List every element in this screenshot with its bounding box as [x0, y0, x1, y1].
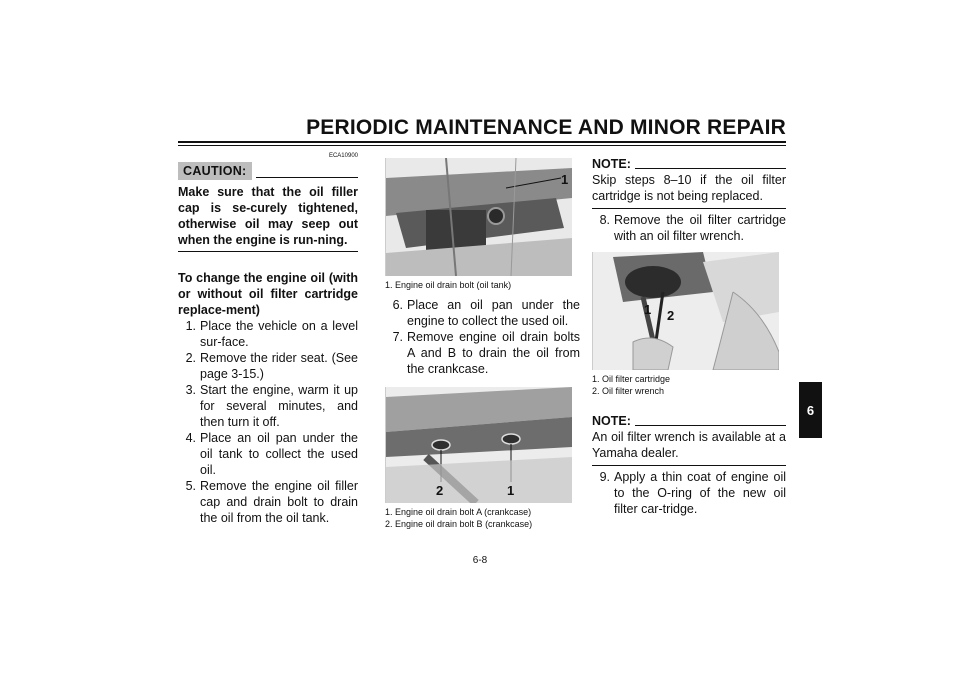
figure-caption: 2. Oil filter wrench — [592, 386, 665, 396]
page-number: 6-8 — [472, 555, 488, 566]
caution-rule — [256, 177, 358, 178]
caution-label: CAUTION: — [178, 162, 252, 180]
step-number: 4. — [185, 431, 196, 445]
figure-caption: 2. Engine oil drain bolt B (crankcase) — [385, 519, 533, 529]
note-header — [592, 413, 786, 429]
chapter-tab: 6 — [799, 382, 822, 438]
callout-2: 2 — [667, 308, 675, 323]
column-middle — [385, 158, 580, 530]
figure-crankcase-drain — [385, 387, 572, 503]
header-rule-thin — [178, 145, 786, 146]
procedure-title: To change the engine oil (with or without oil filter cartridge replace-ment) — [178, 271, 358, 317]
caution-header — [178, 162, 358, 180]
column-right — [592, 156, 786, 517]
header-rule — [178, 141, 786, 143]
steps-list-left — [178, 318, 358, 526]
steps-list-right-2 — [592, 469, 786, 517]
step-number: 8. — [599, 213, 610, 227]
step-text: Remove the engine oil filler cap and drain bolt to drain the oil from the oil tank. — [200, 479, 358, 525]
step-item — [178, 350, 358, 382]
figure-caption: 1. Engine oil drain bolt A (crankcase) — [385, 507, 532, 517]
step-text: Remove the oil filter cartridge with an oil filter wrench. — [614, 213, 786, 243]
note-rule — [635, 425, 786, 426]
figure-oil-tank-drain — [385, 158, 572, 276]
steps-list-middle — [385, 297, 580, 377]
callout-2: 2 — [436, 483, 444, 498]
step-item — [178, 478, 358, 526]
figure-caption: 1. Engine oil drain bolt (oil tank) — [385, 280, 512, 290]
step-number: 6. — [392, 298, 403, 312]
step-item — [178, 430, 358, 478]
step-text: Place an oil pan under the engine to collect the used oil. — [407, 298, 580, 328]
step-number: 2. — [185, 351, 196, 365]
step-item — [385, 329, 580, 377]
oil-tank-photo — [386, 158, 572, 276]
step-number: 3. — [185, 383, 196, 397]
callout-1: 1 — [561, 172, 569, 187]
oil-filter-photo — [593, 252, 779, 370]
note-label: NOTE: — [592, 414, 631, 428]
column-left — [178, 150, 358, 526]
step-text: Apply a thin coat of engine oil to the O-ring of the new oil filter car-tridge. — [614, 470, 786, 516]
figure-caption: 1. Oil filter cartridge — [592, 374, 671, 384]
step-number: 1. — [185, 319, 196, 333]
step-number: 5. — [185, 479, 196, 493]
step-text: Remove the rider seat. (See page 3-15.) — [200, 351, 358, 381]
note-rule — [635, 168, 786, 169]
caution-text: Make sure that the oil filler cap is se-curely tightened, otherwise oil may seep out when the engine is run-ning. — [178, 184, 358, 252]
step-item — [178, 382, 358, 430]
page-title: PERIODIC MAINTENANCE AND MINOR REPAIR — [306, 116, 786, 139]
step-text: Place the vehicle on a level sur-face. — [200, 319, 358, 349]
note-label: NOTE: — [592, 157, 631, 171]
step-number: 7. — [392, 330, 403, 344]
figure-oil-filter — [592, 252, 779, 370]
callout-1: 1 — [507, 483, 515, 498]
callout-1: 1 — [644, 302, 652, 317]
step-item — [592, 469, 786, 517]
step-item — [385, 297, 580, 329]
note-header — [592, 156, 786, 172]
caution-ref-code: ECA10900 — [328, 153, 358, 159]
step-item — [178, 318, 358, 350]
step-text: Remove engine oil drain bolts A and B to drain the oil from the crankcase. — [407, 330, 580, 376]
steps-list-right — [592, 212, 786, 244]
note-text: An oil filter wrench is available at a Yamaha dealer. — [592, 429, 786, 466]
crankcase-photo — [386, 387, 572, 503]
step-item — [592, 212, 786, 244]
step-text: Start the engine, warm it up for several minutes, and then turn it off. — [200, 383, 358, 429]
note-text: Skip steps 8–10 if the oil filter cartridge is not being replaced. — [592, 172, 786, 209]
step-text: Place an oil pan under the oil tank to collect the used oil. — [200, 431, 358, 477]
step-number: 9. — [599, 470, 610, 484]
